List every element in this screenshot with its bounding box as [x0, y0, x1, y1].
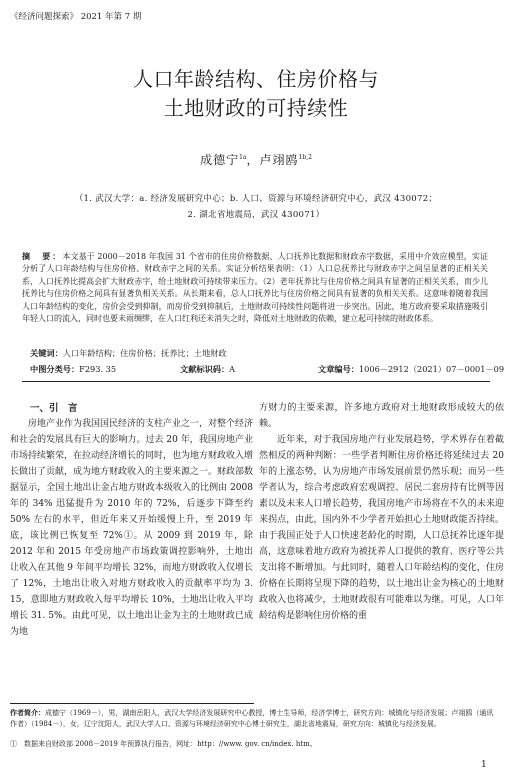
paper-title-line2: 土地财政的可持续性: [163, 96, 349, 120]
section-heading: 一、引 言: [30, 403, 78, 414]
footnote-separator: [10, 703, 254, 704]
article-number-value: 1006－2912（2021）07－0001－09: [358, 364, 505, 374]
document-code-label: 文献标识码：: [180, 364, 230, 374]
abstract-label: 摘 要：: [22, 251, 63, 261]
body-paragraph: 近年来，对于我国房地产行业发展趋势，学术界存在着截然相反的两种判断：一些学者判断住房价格还将延续过去 20 年的上涨态势，认为房地产市场发展前景仍然乐观；而另一些学者认为，综合考虑政府宏观调控、居民二套房持有比例等因素以及未来人口增长趋势，我国房地产市场将在不久的未来迎来拐点，由此，国内外不少学者开始担心土地财政能否持续。由于我国正处于人口快速老龄化的时期，人口总抚养比逐年提高，这意味着地方政府为被抚养人口提供的教育、医疗等公共支出将不断增加。与此同时，随着人口年龄结构的变化，住房价格在长期将呈现下降的趋势，以土地出让金为核心的土地财政收入也将减少，土地财政很有可能难以为继。可见，人口年龄结构是影响住房价格的重: [259, 435, 504, 621]
document-code: [180, 364, 235, 375]
clc-value: F293. 35: [79, 364, 117, 374]
article-number: [318, 364, 504, 375]
author-2-affiliation-mark: 1b,2: [298, 154, 312, 161]
header-separator: [22, 381, 490, 382]
body-column-left: [10, 416, 253, 640]
document-code-value: A: [229, 364, 236, 374]
abstract: [22, 250, 488, 325]
keywords-label: 关键词：: [30, 348, 63, 358]
footnote-label: 作者简介：: [10, 708, 45, 717]
keywords-text: 人口年龄结构；住房价格；抚养比；土地财政: [62, 348, 227, 358]
footnote-data-source: ① 数据来自财政部 2008－2019 年预算执行报告，网址：http：//www. gov. cn/index. htm。: [10, 740, 317, 748]
abstract-text: 本文基于 2000－2018 年我国 31 个省市的住房价格数据、人口抚养比数据和财政赤字数据，采用中介效应模型，实证分析了人口年龄结构与住房价格、财政赤字之间的关系。实证分析结果表明：（1）人口总抚养比与财政赤字之间呈显著的正相关关系，人口抚养比提高会扩大财政赤字，给土地财政可持续带来压力。（2）老年抚养比与住房价格之间具有显著的正相关关系，而少儿抚养比与住房价格之间具有显著负相关关系。从长期来看，总人口抚养比与住房价格之间具有显著的负相关关系。这意味着随着我国人口年龄结构的变化，房价会受到抑制，而房价受到抑制后，土地财政可持续性问题将进一步突出。因此，地方政府要采取措施吸引年轻人口的流入，同时也要未雨绸缪，在人口红利还未消失之时，降低对土地财政的依赖，建立起可持续的财政体系。: [22, 252, 488, 324]
affiliation-line-2: 2. 湖北省地震局，武汉 430071）: [187, 210, 325, 220]
paper-title-line1: 人口年龄结构、住房价格与: [133, 67, 379, 91]
author-name-2: 卢翊鸥: [259, 153, 299, 167]
footnote-text: 成德宁（1969－），男，湖南岳阳人，武汉大学经济发展研究中心教授，博士生导师，经济学博士，研究方向：城镇化与经济发展；卢翊鸥（通讯作者）（1984－），女，辽宁沈阳人，武汉大学人口、资源与环境经济研究中心博士研究生，湖北省地震局，研究方向：城镇化与经济发展。: [10, 709, 494, 728]
keywords: [30, 348, 227, 359]
page-number: 1: [481, 760, 487, 770]
footnote-author-bio: [10, 707, 500, 730]
article-number-label: 文章编号：: [318, 364, 359, 374]
clc-label: 中图分类号：: [30, 364, 80, 374]
clc-number: [30, 364, 116, 375]
author-line: [0, 151, 512, 168]
body-paragraph: 房地产业作为我国国民经济的支柱产业之一，对整个经济和社会的发展具有巨大的影响力。过去 20 年，我国房地产业市场持续繁荣，在拉动经济增长的同时，也为地方财政收入增长做出了贡献，成为地方财政收入的主要来源之一。财政部数据显示，全国土地出让金占地方财政本级收入的比例由 2008 年的 34% 迅猛提升为 2010 年的 72%，后逐步下降至约 50% 左右的水平，但近年来又开始缓慢上升，至 2019 年底，该比例已恢复至 72%①。从 2009 到 2019 年，除 2012 年和 2015 年受房地产市场政策调控影响外，土地出让收入在其他 9 年间平均增长 32%，而地方财政收入仅增长了 12%，土地出让收入对地方财政收入的贡献率平均为 3. 15，意即地方财政收入每平均增长 10%，土地出让收入平均增长 31. 5%。由此可见，以土地出让金为主的土地财政已成为地: [10, 419, 254, 637]
author-name-1: 成德宁: [200, 153, 240, 167]
body-column-right: [259, 400, 504, 624]
author-separator: ，: [246, 153, 260, 167]
body-paragraph: 方财力的主要来源，许多地方政府对土地财政形成较大的依赖。: [259, 403, 504, 429]
affiliation-line-1: （1. 武汉大学：a. 经济发展研究中心；b. 人口、资源与环境经济研究中心，武汉 430072；: [74, 194, 438, 204]
author-1-affiliation-mark: 1a: [239, 154, 247, 161]
journal-header: 《经济问题探索》 2021 年第 7 期: [10, 12, 142, 22]
